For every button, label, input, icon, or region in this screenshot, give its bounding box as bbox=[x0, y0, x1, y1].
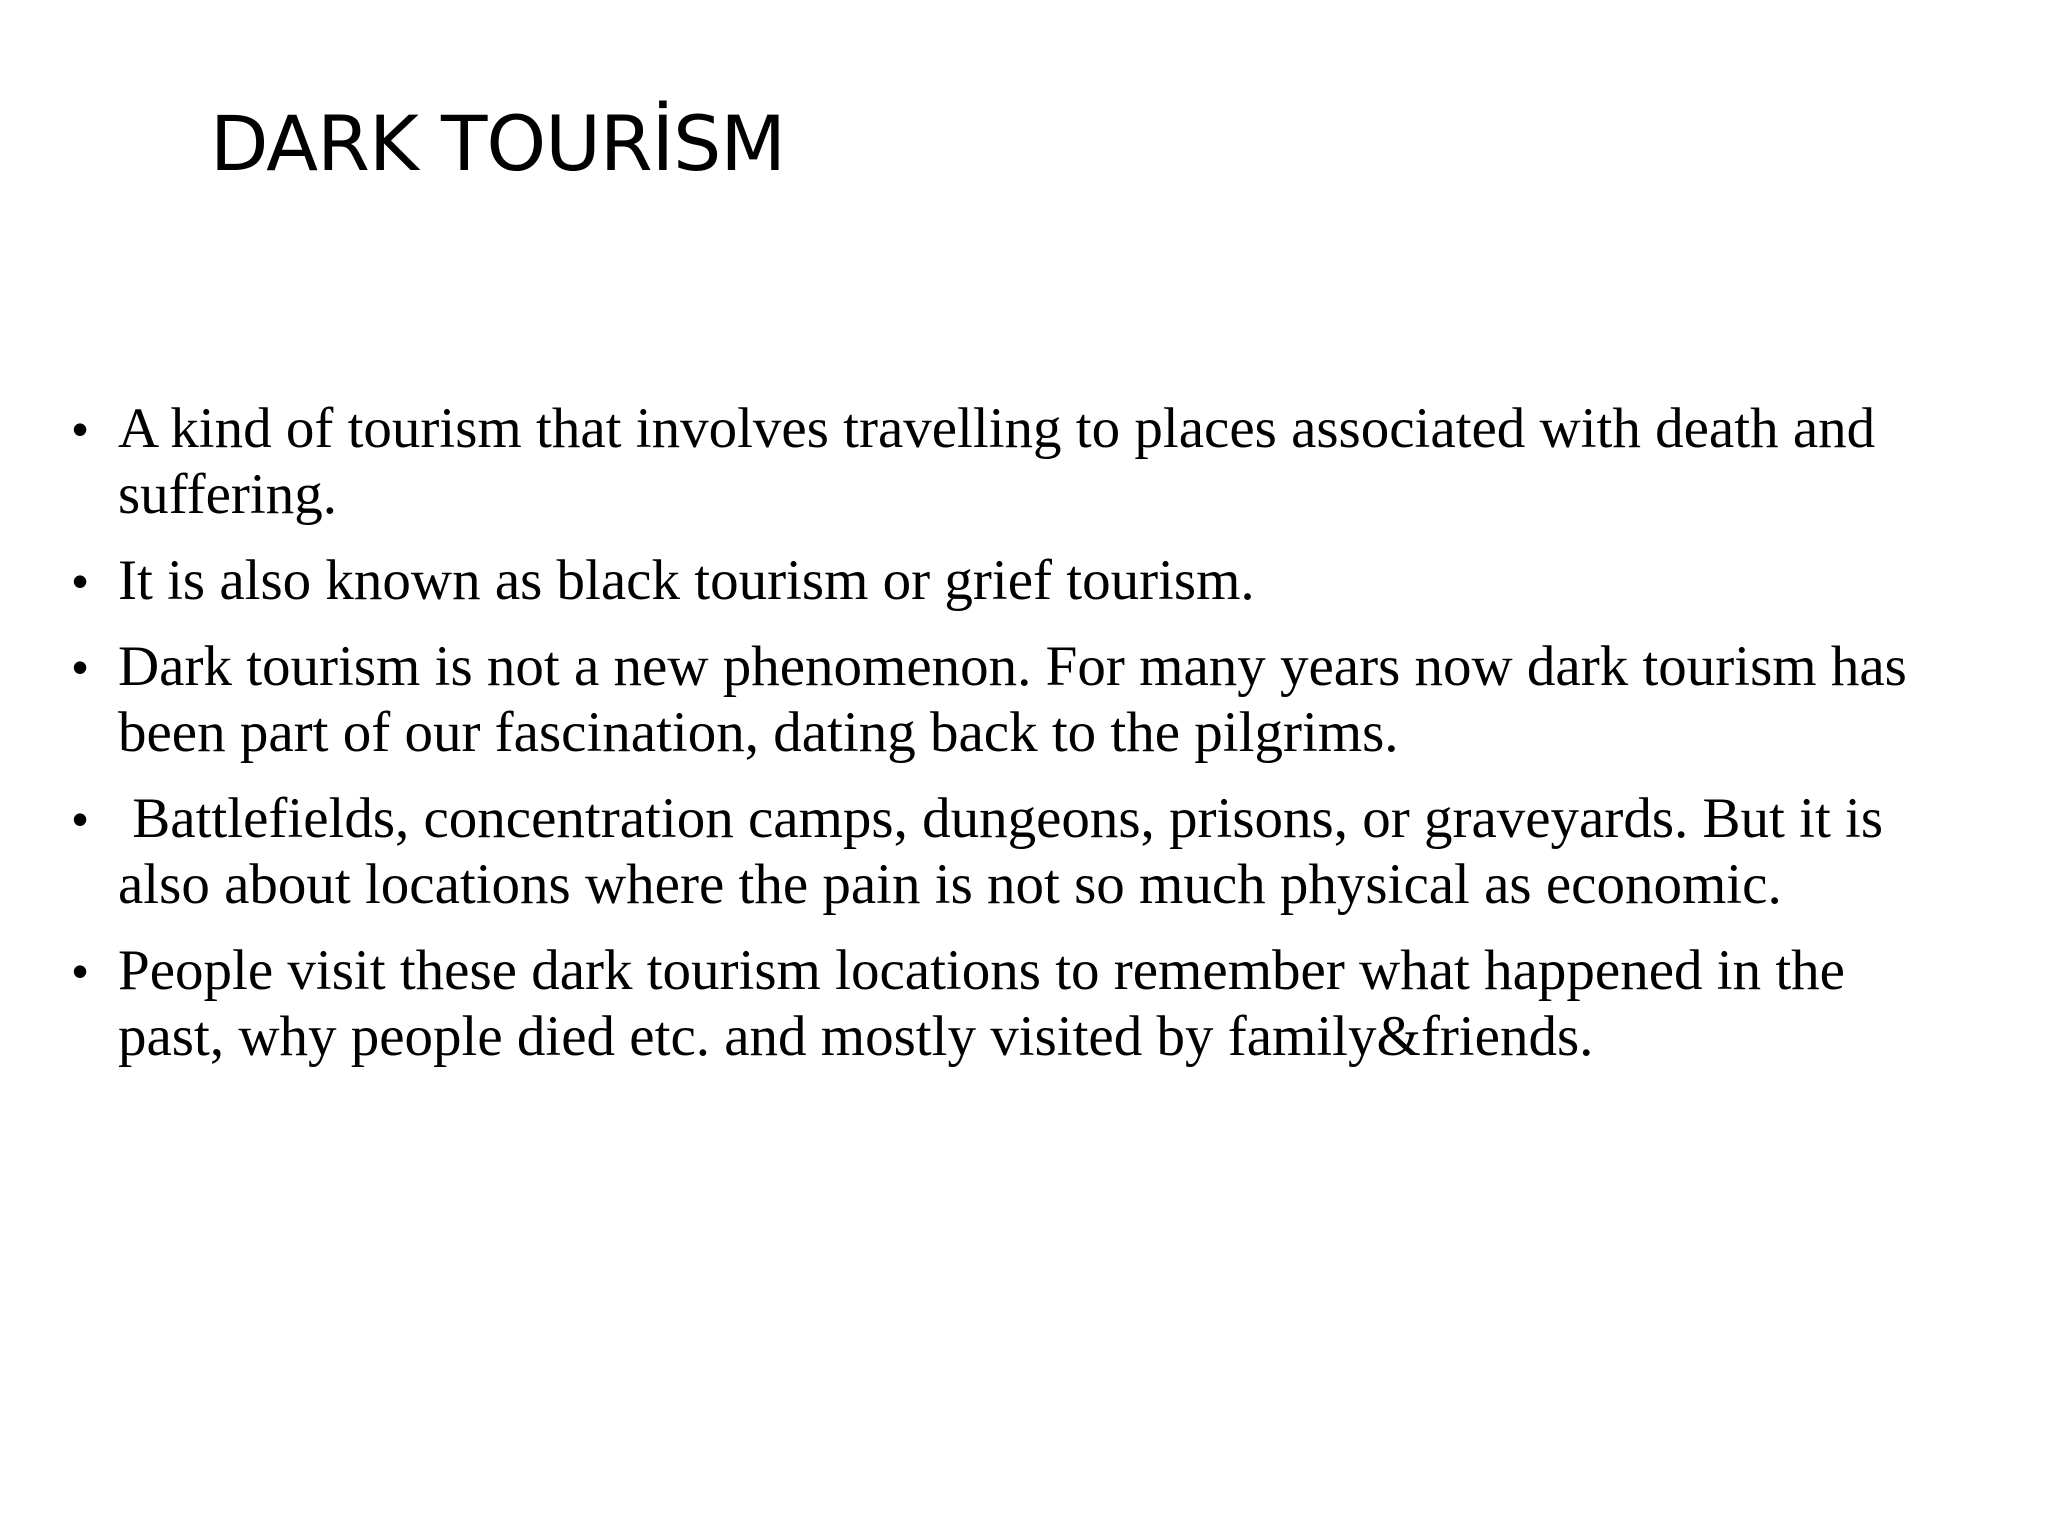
bullet-text: People visit these dark tourism locations to remember what happened in the past, why people died etc. and mostly visited by family&friends. bbox=[118, 939, 1845, 1068]
bullet-dot-icon: • bbox=[72, 555, 89, 607]
bullet-dot-icon: • bbox=[72, 403, 89, 455]
bullet-item bbox=[72, 786, 1912, 918]
bullet-item bbox=[72, 396, 1912, 528]
bullet-item bbox=[72, 634, 1912, 766]
slide-title: DARK TOURİSM bbox=[210, 99, 785, 188]
bullet-list bbox=[72, 396, 1912, 1090]
bullet-dot-icon: • bbox=[72, 793, 89, 845]
bullet-dot-icon: • bbox=[72, 641, 89, 693]
bullet-text: It is also known as black tourism or grief tourism. bbox=[118, 549, 1255, 612]
bullet-text: Battlefields, concentration camps, dungeons, prisons, or graveyards. But it is also about locations where the pain is not so much physical as economic. bbox=[118, 787, 1898, 916]
bullet-text: Dark tourism is not a new phenomenon. For many years now dark tourism has been part of our fascination, dating back to the pilgrims. bbox=[118, 635, 1907, 764]
bullet-dot-icon: • bbox=[72, 945, 89, 997]
bullet-item bbox=[72, 548, 1912, 614]
bullet-text: A kind of tourism that involves travelling to places associated with death and suffering. bbox=[118, 397, 1876, 526]
bullet-item bbox=[72, 938, 1912, 1070]
